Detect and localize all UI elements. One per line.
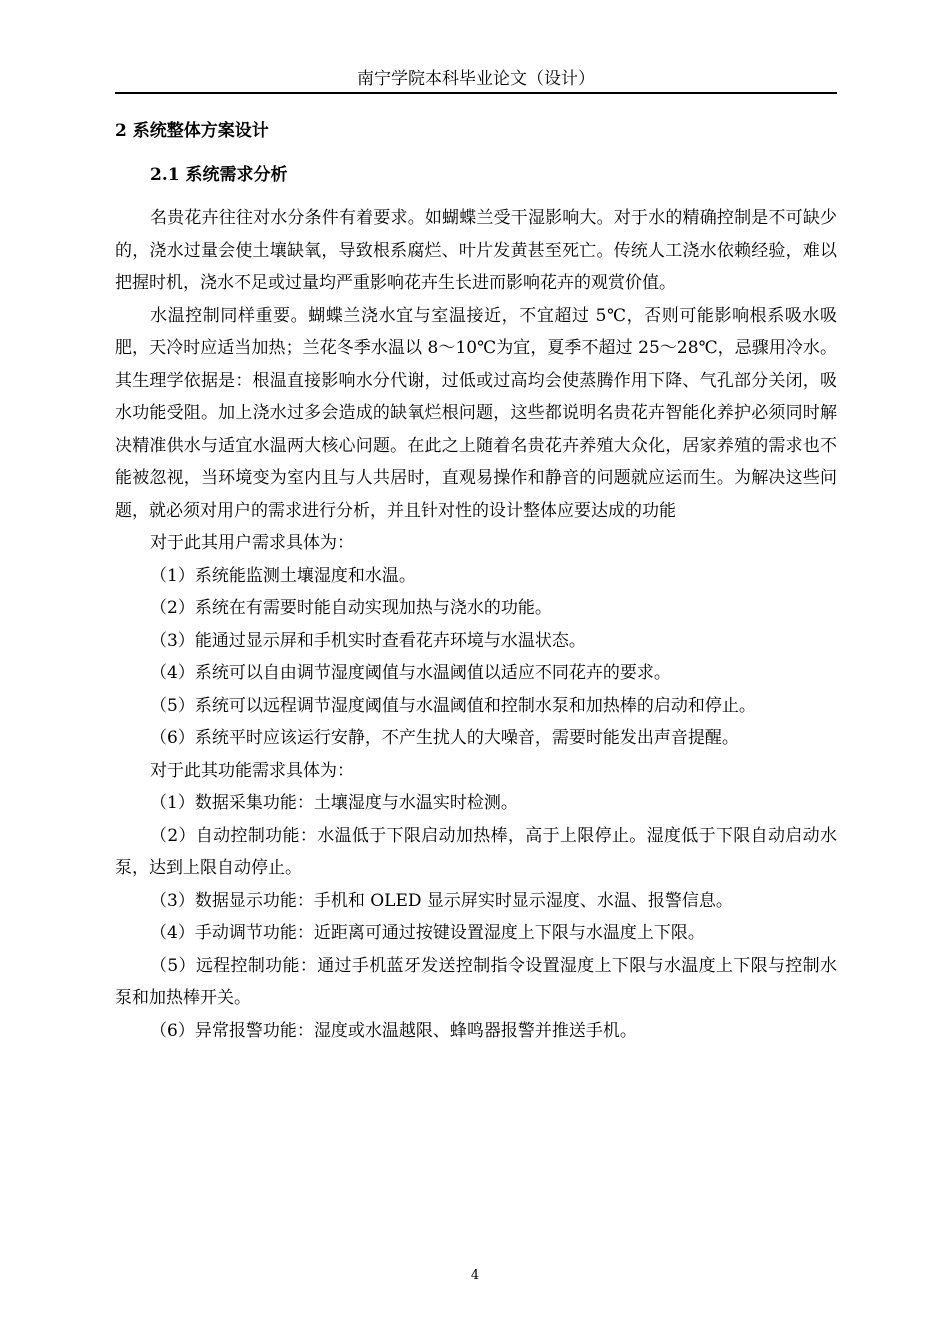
list-item: （6）异常报警功能：湿度或水温越限、蜂鸣器报警并推送手机。 — [150, 1020, 637, 1041]
section-heading: 2 系统整体方案设计 — [115, 121, 269, 141]
list-item: （6）系统平时应该运行安静，不产生扰人的大噪音，需要时能发出声音提醒。 — [150, 728, 739, 748]
header-rule — [115, 92, 837, 94]
paragraph: 水温控制同样重要。蝴蝶兰浇水宜与室温接近，不宜超过 5℃，否则可能影响根系吸水吸肥，天冷时应适当加热；兰花冬季水温以 8～10℃为宜，夏季不超过 25～28℃，忌骤用冷水。其生理学依据是：根温直接影响水分代谢，过低或过高均会使蒸腾作用下降、气孔部分关闭，吸水功能受阻。加上浇水过多会造成的缺氧烂根问题，这些都说明名贵花卉智能化养护必须同时解决精准供水与适宜水温两大核心问题。在此之上随着名贵花卉养殖大众化，居家养殖的需求也不能被忽视，当环境变为室内且与人共居时，直观易操作和静音的问题就应运而生。为解决这些问题，就必须对用户的需求进行分析，并且针对性的设计整体应要达成的功能 — [115, 305, 837, 521]
body-text — [115, 202, 837, 1047]
list-item: （3）数据显示功能：手机和 OLED 显示屏实时显示湿度、水温、报警信息。 — [150, 890, 733, 911]
running-header: 南宁学院本科毕业论文（设计） — [357, 69, 595, 89]
list-item: （5）远程控制功能：通过手机蓝牙发送控制指令设置湿度上下限与水温度上下限与控制水泵和加热棒开关。 — [115, 955, 837, 1008]
list-item: （1）系统能监测土壤湿度和水温。 — [150, 565, 416, 586]
paragraph: 对于此其功能需求具体为： — [150, 760, 354, 781]
page-number: 4 — [470, 1268, 480, 1283]
paragraph: 对于此其用户需求具体为： — [150, 533, 354, 553]
list-item: （2）自动控制功能：水温低于下限启动加热棒，高于上限停止。湿度低于下限自动启动水泵，达到上限自动停止。 — [115, 825, 837, 878]
list-item: （4）系统可以自由调节湿度阈值与水温阈值以适应不同花卉的要求。 — [150, 663, 671, 683]
subsection-heading: 2.1 系统需求分析 — [150, 165, 288, 185]
paragraph: 名贵花卉往往对水分条件有着要求。如蝴蝶兰受干湿影响大。对于水的精确控制是不可缺少的，浇水过量会使土壤缺氧，导致根系腐烂、叶片发黄甚至死亡。传统人工浇水依赖经验，难以把握时机，浇水不足或过量均严重影响花卉生长进而影响花卉的观赏价值。 — [115, 208, 837, 293]
list-item: （5）系统可以远程调节湿度阈值与水温阈值和控制水泵和加热棒的启动和停止。 — [150, 695, 756, 716]
list-item: （1）数据采集功能：土壤湿度与水温实时检测。 — [150, 793, 518, 813]
list-item: （3）能通过显示屏和手机实时查看花卉环境与水温状态。 — [150, 630, 586, 651]
list-item: （2）系统在有需要时能自动实现加热与浇水的功能。 — [150, 598, 552, 618]
list-item: （4）手动调节功能：近距离可通过按键设置湿度上下限与水温度上下限。 — [150, 923, 705, 943]
